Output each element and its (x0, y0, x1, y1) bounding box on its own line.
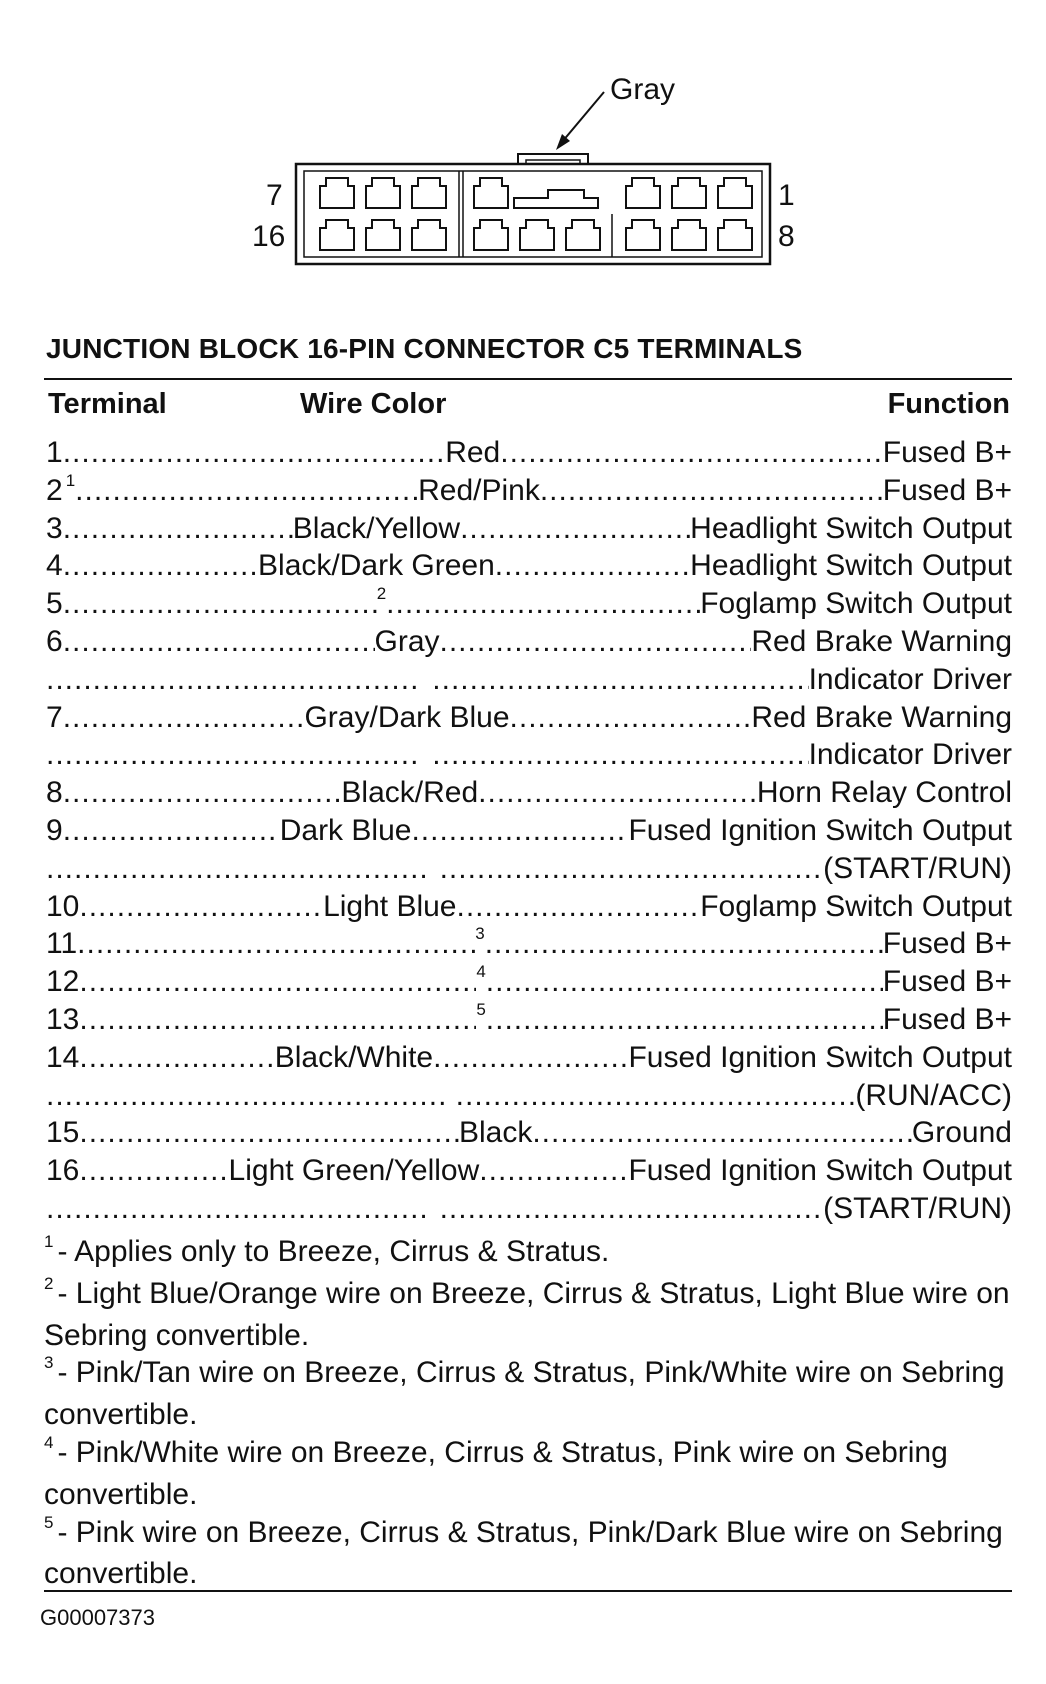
function: Fused Ignition Switch Output (628, 813, 1012, 847)
header-wire-color: Wire Color (300, 388, 447, 420)
footnote-text: - Light Blue/Orange wire on Breeze, Cirrus & Stratus, Light Blue wire on Sebring convertible. (44, 1276, 1010, 1352)
wire-color: Dark Blue (279, 813, 412, 847)
header-terminal: Terminal (48, 388, 167, 420)
leader-dots (63, 547, 258, 585)
table-row (46, 472, 1012, 510)
footnote-mark: 4 (44, 1432, 54, 1452)
leader-dots (63, 699, 305, 737)
cavity-bottom-3 (412, 220, 446, 250)
table-row (46, 623, 1012, 661)
terminal-number: 1 (46, 436, 63, 469)
wire-color: Light Blue (323, 889, 457, 923)
function: (RUN/ACC) (855, 1078, 1012, 1112)
cavity-top-center (474, 178, 508, 208)
table-row (46, 888, 1012, 926)
function: Fused B+ (882, 927, 1012, 961)
leader-dots (500, 434, 883, 472)
function: (START/RUN) (823, 851, 1012, 885)
wire-color: Gray (374, 624, 440, 658)
footnote-mark: 1 (44, 1232, 54, 1251)
wire-footnote-mark: 4 (476, 963, 486, 982)
leader-dots (479, 1152, 628, 1190)
pin-label-7: 7 (266, 179, 283, 212)
footnote-text: - Applies only to Breeze, Cirrus & Stratus. (57, 1235, 610, 1268)
leader-dots (46, 736, 422, 774)
bottom-rule (44, 1590, 1012, 1592)
wire-color (377, 585, 386, 623)
footnotes (44, 1233, 1012, 1593)
terminal-number: 6 (46, 624, 63, 658)
function: Horn Relay Control (756, 776, 1012, 810)
terminal-footnote-mark: 1 (65, 471, 76, 490)
leader-dots (433, 1039, 628, 1077)
cavity-top-left-3 (412, 178, 446, 208)
terminal-number: 2 $^1$ (46, 471, 76, 507)
cavity-top-right-2 (672, 178, 706, 208)
function: Red Brake Warning (751, 700, 1012, 734)
pin-label-8: 8 (778, 220, 795, 253)
function: Headlight Switch Output (690, 511, 1012, 545)
terminal-number: 4 (46, 549, 63, 583)
terminal-number: 5 (46, 587, 63, 621)
wire-footnote-mark: 2 (376, 585, 387, 604)
leader-dots (485, 925, 883, 963)
terminal-number: 9 (46, 813, 63, 847)
terminal-number: 16 (46, 1154, 80, 1188)
wire-color: Red/Pink (418, 473, 540, 507)
function: Fused B+ (882, 965, 1012, 999)
cavity-bottom-9 (718, 220, 752, 250)
table-row (46, 774, 1012, 812)
leader-dots (495, 547, 690, 585)
wire-color (476, 963, 485, 1001)
function: Ground (911, 1116, 1012, 1150)
leader-dots (79, 1114, 459, 1152)
leader-dots (63, 434, 446, 472)
cavity-bottom-4 (474, 220, 508, 250)
figure-code: G00007373 (40, 1605, 155, 1630)
cavity-top-left-1 (320, 178, 354, 208)
leader-dots (63, 774, 342, 812)
wire-color: Black/Yellow (292, 511, 461, 545)
leader-dots (486, 1001, 883, 1039)
table-row-continuation (46, 1077, 1012, 1115)
table-row-continuation (46, 850, 1012, 888)
leader-dots (432, 736, 808, 774)
cavity-bottom-8 (672, 220, 706, 250)
function: Foglamp Switch Output (700, 889, 1012, 923)
footnote-mark: 5 (44, 1512, 54, 1532)
table-row (46, 510, 1012, 548)
function: Fused B+ (882, 1002, 1012, 1036)
leader-dots (540, 472, 883, 510)
wire-color: Black/White (274, 1040, 434, 1074)
footnote (44, 1514, 1012, 1594)
leader-dots (432, 661, 808, 699)
wire-color: Light Green/Yellow (228, 1154, 480, 1188)
terminal-number: 15 (46, 1116, 80, 1150)
table-row (46, 1152, 1012, 1190)
wire-color: Black/Red (341, 776, 479, 810)
footnote (44, 1233, 1012, 1275)
footnote-mark: 3 (44, 1353, 54, 1373)
cavity-top-right-1 (626, 178, 660, 208)
pin-label-16: 16 (252, 220, 286, 253)
leader-dots (79, 1039, 274, 1077)
table-row (46, 547, 1012, 585)
leader-dots (46, 850, 430, 888)
function: Foglamp Switch Output (700, 587, 1012, 621)
leader-dots (460, 510, 690, 548)
leader-dots (63, 585, 377, 623)
cavity-top-right-3 (718, 178, 752, 208)
leader-dots (63, 623, 375, 661)
table-row (46, 1114, 1012, 1152)
wire-color: Black (458, 1116, 533, 1150)
cavity-bottom-7 (626, 220, 660, 250)
terminal-number: 10 (46, 889, 80, 923)
footnote-text: - Pink wire on Breeze, Cirrus & Stratus, Pink/Dark Blue wire on Sebring convertible. (44, 1515, 1003, 1591)
leader-dots (79, 888, 323, 926)
leader-dots (478, 774, 757, 812)
title-rule (44, 378, 1012, 380)
terminal-number: 13 (46, 1002, 80, 1036)
footnote-text: - Pink/White wire on Breeze, Cirrus & Stratus, Pink wire on Sebring convertible. (44, 1435, 948, 1511)
terminal-table (46, 434, 1012, 1228)
column-headers (48, 388, 1010, 424)
terminal-number: 11 (46, 927, 78, 961)
leader-dots (440, 850, 824, 888)
table-row (46, 699, 1012, 737)
leader-dots (63, 812, 280, 850)
wire-color (475, 925, 484, 963)
wire-color: Red (445, 436, 501, 469)
table-row-continuation (46, 661, 1012, 699)
footnote (44, 1434, 1012, 1514)
function: Indicator Driver (808, 738, 1012, 772)
table-row (46, 925, 1012, 963)
wire-footnote-mark: 5 (476, 1000, 486, 1019)
leader-dots (46, 1190, 430, 1228)
function: Red Brake Warning (751, 624, 1012, 658)
wire-footnote-mark: 3 (475, 925, 485, 944)
leader-dots (457, 888, 701, 926)
leader-dots (411, 812, 628, 850)
terminal-number: 14 (46, 1040, 80, 1074)
function: Indicator Driver (808, 662, 1012, 696)
wire-color (476, 1001, 485, 1039)
table-row (46, 1001, 1012, 1039)
cavity-bottom-5 (520, 220, 554, 250)
function: Fused Ignition Switch Output (628, 1040, 1012, 1074)
terminal-number: 8 (46, 776, 63, 810)
function: (START/RUN) (823, 1191, 1012, 1225)
leader-dots (79, 963, 476, 1001)
table-row (46, 434, 1012, 472)
header-function: Function (887, 388, 1010, 420)
footnote-text: - Pink/Tan wire on Breeze, Cirrus & Stratus, Pink/White wire on Sebring convertible. (44, 1356, 1005, 1432)
leader-dots (79, 1001, 476, 1039)
function: Fused B+ (882, 473, 1012, 507)
leader-dots (440, 1190, 824, 1228)
pin-label-1: 1 (778, 179, 795, 212)
table-title: JUNCTION BLOCK 16-PIN CONNECTOR C5 TERMINALS (46, 333, 803, 364)
table-row (46, 1039, 1012, 1077)
table-row-continuation (46, 736, 1012, 774)
table-row-continuation (46, 1190, 1012, 1228)
leader-dots (77, 925, 475, 963)
function: Headlight Switch Output (690, 549, 1012, 583)
wire-color: Gray/Dark Blue (304, 700, 510, 734)
leader-dots (386, 585, 700, 623)
footnote (44, 1354, 1012, 1434)
table-row (46, 585, 1012, 623)
leader-dots (532, 1114, 912, 1152)
terminal-number: 12 (46, 965, 80, 999)
table-row (46, 963, 1012, 1001)
gray-arrow-line (562, 92, 604, 142)
function: Fused Ignition Switch Output (628, 1154, 1012, 1188)
leader-dots (440, 623, 752, 661)
gray-label: Gray (610, 73, 676, 106)
leader-dots (510, 699, 752, 737)
cavity-top-left-2 (366, 178, 400, 208)
leader-dots (75, 472, 418, 510)
terminal-number: 3 (46, 511, 63, 545)
cavity-bottom-6 (566, 220, 600, 250)
table-row (46, 812, 1012, 850)
footnote (44, 1275, 1012, 1355)
leader-dots (456, 1077, 856, 1115)
footnote-mark: 2 (44, 1273, 54, 1293)
terminal-number: 7 (46, 700, 63, 734)
leader-dots (63, 510, 293, 548)
leader-dots (46, 1077, 446, 1115)
cavity-bottom-1 (320, 220, 354, 250)
leader-dots (46, 661, 422, 699)
leader-dots (486, 963, 883, 1001)
leader-dots (79, 1152, 228, 1190)
function: Fused B+ (882, 436, 1012, 469)
wire-color: Black/Dark Green (258, 549, 495, 583)
connector-diagram (0, 0, 1046, 300)
cavity-bottom-2 (366, 220, 400, 250)
